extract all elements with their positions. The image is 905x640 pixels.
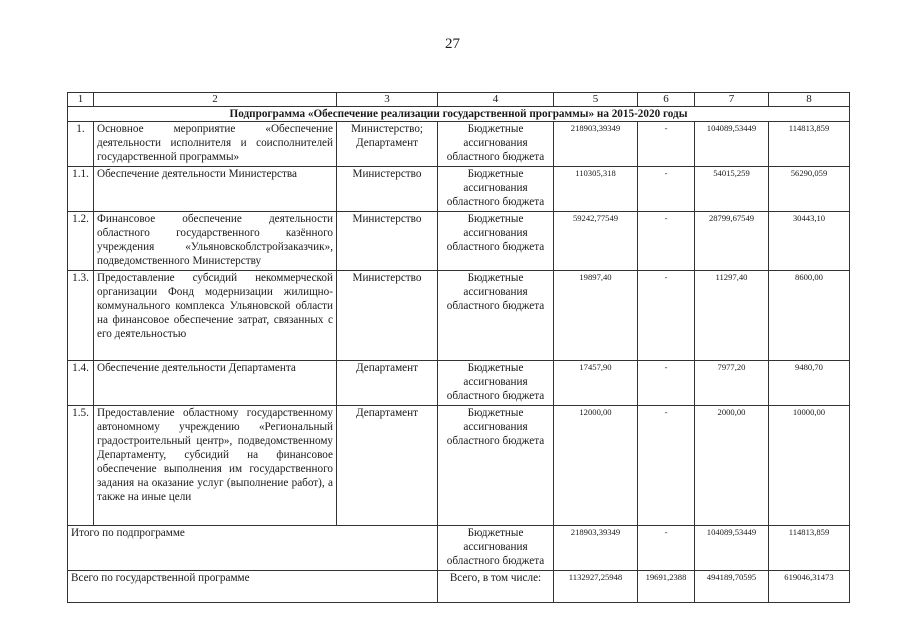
grand-total-value-col6: 19691,2388 xyxy=(638,571,695,603)
table-row xyxy=(68,122,850,167)
column-number: 1 xyxy=(68,93,94,107)
row-value-col6: - xyxy=(638,167,695,212)
row-value-col8: 8600,00 xyxy=(769,271,850,361)
row-executor: Министерство xyxy=(337,271,438,361)
row-total-value: 19897,40 xyxy=(554,271,638,361)
row-value-col7: 11297,40 xyxy=(695,271,769,361)
row-value-col8: 30443,10 xyxy=(769,212,850,271)
subtotal-row xyxy=(68,526,850,571)
column-number: 8 xyxy=(769,93,850,107)
row-value-col7: 104089,53449 xyxy=(695,122,769,167)
section-title-row xyxy=(68,107,850,122)
row-value-col8: 56290,059 xyxy=(769,167,850,212)
row-value-col6: - xyxy=(638,271,695,361)
row-funding-source: Бюджетные ассигнования областного бюджета xyxy=(438,361,554,406)
row-total-value: 59242,77549 xyxy=(554,212,638,271)
column-number: 5 xyxy=(554,93,638,107)
table-row xyxy=(68,271,850,361)
row-executor: Департамент xyxy=(337,361,438,406)
section-title: Подпрограмма «Обеспечение реализации государственной программы» на 2015-2020 годы xyxy=(68,107,850,122)
column-number: 3 xyxy=(337,93,438,107)
subtotal-value-col7: 104089,53449 xyxy=(695,526,769,571)
row-number: 1.3. xyxy=(68,271,94,361)
row-total-value: 17457,90 xyxy=(554,361,638,406)
grand-total-label: Всего по государственной программе xyxy=(68,571,438,603)
column-number-row xyxy=(68,93,850,107)
row-activity-name: Финансовое обеспечение деятельности областного государственного казённого учреждения «Ульяновскоблстройзаказчик», подведомственного Министерству xyxy=(94,212,337,271)
row-total-value: 12000,00 xyxy=(554,406,638,526)
subtotal-total-value: 218903,39349 xyxy=(554,526,638,571)
subtotal-value-col6: - xyxy=(638,526,695,571)
subtotal-label: Итого по подпрограмме xyxy=(68,526,438,571)
row-funding-source: Бюджетные ассигнования областного бюджета xyxy=(438,406,554,526)
row-total-value: 110305,318 xyxy=(554,167,638,212)
row-activity-name: Обеспечение деятельности Министерства xyxy=(94,167,337,212)
table-row xyxy=(68,406,850,526)
grand-total-value-col8: 619046,31473 xyxy=(769,571,850,603)
column-number: 6 xyxy=(638,93,695,107)
row-activity-name: Предоставление областному государственному автономному учреждению «Региональный градостроительный центр», подведомственному Департаменту, субсидий на финансовое обеспечение выполнения им государственного задания на оказание услуг (выполнение работ), а также на иные цели xyxy=(94,406,337,526)
row-value-col7: 28799,67549 xyxy=(695,212,769,271)
row-executor: Министерство xyxy=(337,167,438,212)
row-value-col6: - xyxy=(638,406,695,526)
row-funding-source: Бюджетные ассигнования областного бюджета xyxy=(438,271,554,361)
grand-total-value-col7: 494189,70595 xyxy=(695,571,769,603)
row-value-col7: 2000,00 xyxy=(695,406,769,526)
subtotal-value-col8: 114813,859 xyxy=(769,526,850,571)
row-value-col8: 10000,00 xyxy=(769,406,850,526)
row-number: 1.1. xyxy=(68,167,94,212)
row-funding-source: Бюджетные ассигнования областного бюджета xyxy=(438,167,554,212)
row-funding-source: Бюджетные ассигнования областного бюджета xyxy=(438,212,554,271)
table-row xyxy=(68,361,850,406)
row-number: 1.2. xyxy=(68,212,94,271)
row-value-col8: 114813,859 xyxy=(769,122,850,167)
row-value-col7: 7977,20 xyxy=(695,361,769,406)
table-row xyxy=(68,167,850,212)
row-value-col7: 54015,259 xyxy=(695,167,769,212)
row-number: 1.5. xyxy=(68,406,94,526)
program-table xyxy=(67,92,850,603)
row-executor: Министерство xyxy=(337,212,438,271)
grand-total-funding-source: Всего, в том числе: xyxy=(438,571,554,603)
row-value-col8: 9480,70 xyxy=(769,361,850,406)
table-row xyxy=(68,212,850,271)
subtotal-funding-source: Бюджетные ассигнования областного бюджета xyxy=(438,526,554,571)
row-activity-name: Предоставление субсидий некоммерческой организации Фонд модернизации жилищно-коммунального комплекса Ульяновской области на финансовое обеспечение затрат, связанных с его деятельностью xyxy=(94,271,337,361)
row-value-col6: - xyxy=(638,122,695,167)
row-number: 1. xyxy=(68,122,94,167)
grand-total-row xyxy=(68,571,850,603)
row-value-col6: - xyxy=(638,212,695,271)
page-number: 27 xyxy=(445,36,460,52)
row-number: 1.4. xyxy=(68,361,94,406)
column-number: 4 xyxy=(438,93,554,107)
row-value-col6: - xyxy=(638,361,695,406)
column-number: 7 xyxy=(695,93,769,107)
grand-total-value: 1132927,25948 xyxy=(554,571,638,603)
row-executor: Министерство; Департамент xyxy=(337,122,438,167)
row-activity-name: Обеспечение деятельности Департамента xyxy=(94,361,337,406)
column-number: 2 xyxy=(94,93,337,107)
row-executor: Департамент xyxy=(337,406,438,526)
row-funding-source: Бюджетные ассигнования областного бюджета xyxy=(438,122,554,167)
row-total-value: 218903,39349 xyxy=(554,122,638,167)
row-activity-name: Основное мероприятие «Обеспечение деятельности исполнителя и соисполнителей государственной программы» xyxy=(94,122,337,167)
